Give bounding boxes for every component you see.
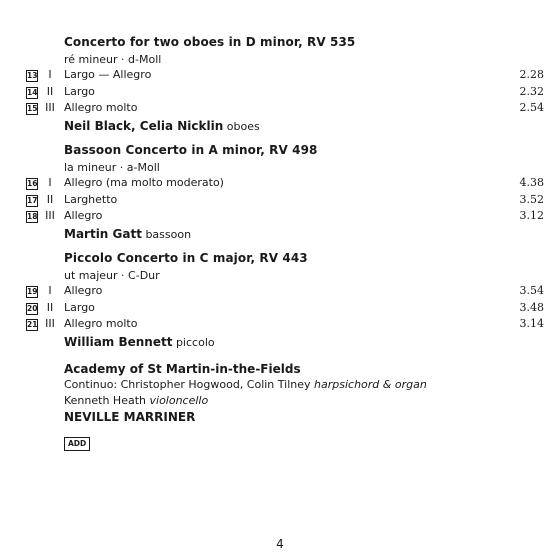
continuo-players: Continuo: Christopher Hogwood, Colin Tilney <box>64 378 311 391</box>
track-row <box>27 67 544 84</box>
track-number: 18 <box>27 212 38 221</box>
track-duration: 4.38 <box>519 176 544 189</box>
concerto-title: Bassoon Concerto in A minor, RV 498 <box>64 143 318 157</box>
track-duration: 3.48 <box>519 300 544 314</box>
track-duration: 3.54 <box>519 284 544 297</box>
concerto-key: ré mineur · d-Moll <box>64 53 162 66</box>
cellist-instrument: violoncello <box>149 394 209 407</box>
movement-name: Allegro molto <box>64 101 138 114</box>
conductor-name: NEVILLE MARRINER <box>64 410 196 424</box>
page-number: 4 <box>276 537 284 551</box>
track-row <box>27 192 544 209</box>
track-number: 16 <box>27 179 38 188</box>
track-row <box>27 208 544 225</box>
concerto-key: ut majeur · C-Dur <box>64 269 160 282</box>
performer-role: bassoon <box>145 227 192 241</box>
movement-numeral: III <box>45 209 55 222</box>
movement-name: Allegro molto <box>64 317 138 330</box>
performer-line <box>64 226 544 243</box>
track-duration: 3.12 <box>519 209 544 222</box>
performer-names: Martin Gatt <box>64 226 142 241</box>
continuo-instruments: harpsichord & organ <box>314 378 427 391</box>
concerto-title: Piccolo Concerto in C major, RV 443 <box>64 251 308 265</box>
concerto-key: la mineur · a-Moll <box>64 161 160 174</box>
track-duration: 2.28 <box>519 68 544 81</box>
track-number: 15 <box>27 104 38 113</box>
cellist-name: Kenneth Heath <box>64 394 146 407</box>
track-row <box>27 84 544 101</box>
movement-numeral: II <box>46 84 54 98</box>
movement-name: Larghetto <box>64 192 118 206</box>
movement-name: Allegro <box>64 209 103 222</box>
movement-numeral: II <box>46 300 54 314</box>
cello-credit <box>64 393 544 409</box>
movement-numeral: II <box>46 192 54 206</box>
track-duration: 3.14 <box>519 317 544 330</box>
performer-names: Neil Black, Celia Nicklin <box>64 118 224 133</box>
movement-name: Allegro (ma molto moderato) <box>64 176 224 189</box>
track-row <box>27 316 544 333</box>
track-duration: 2.54 <box>519 101 544 114</box>
concerto-title: Concerto for two oboes in D minor, RV 535 <box>64 35 356 49</box>
movement-numeral: III <box>45 101 55 114</box>
track-number: 21 <box>27 320 38 329</box>
performer-role: piccolo <box>175 335 215 349</box>
movement-name: Largo <box>64 300 95 314</box>
performer-names: William Bennett <box>64 334 173 349</box>
concerto-block <box>27 251 544 351</box>
movement-name: Largo — Allegro <box>64 68 152 81</box>
movement-numeral: III <box>45 317 55 330</box>
ensemble-credits <box>64 361 544 425</box>
track-row <box>27 175 544 192</box>
track-row <box>27 283 544 300</box>
track-number: 20 <box>27 303 38 313</box>
movement-numeral: I <box>48 68 52 81</box>
recording-code-badge: ADD <box>64 437 90 451</box>
track-number: 19 <box>27 287 38 296</box>
movement-name: Allegro <box>64 284 103 297</box>
continuo-credit <box>64 377 544 393</box>
concerto-block <box>27 143 544 243</box>
track-duration: 2.32 <box>519 84 544 98</box>
performer-line <box>64 334 544 351</box>
concerto-block <box>27 35 544 135</box>
movement-name: Largo <box>64 84 95 98</box>
track-row <box>27 100 544 117</box>
ensemble-name: Academy of St Martin-in-the-Fields <box>64 362 301 376</box>
movement-numeral: I <box>48 284 52 297</box>
performer-role: oboes <box>226 119 260 133</box>
track-number: 14 <box>27 87 38 97</box>
performer-line <box>64 118 544 135</box>
track-duration: 3.52 <box>519 192 544 206</box>
movement-numeral: I <box>48 176 52 189</box>
track-row <box>27 300 544 317</box>
track-number: 13 <box>27 71 38 80</box>
track-number: 17 <box>27 195 38 205</box>
